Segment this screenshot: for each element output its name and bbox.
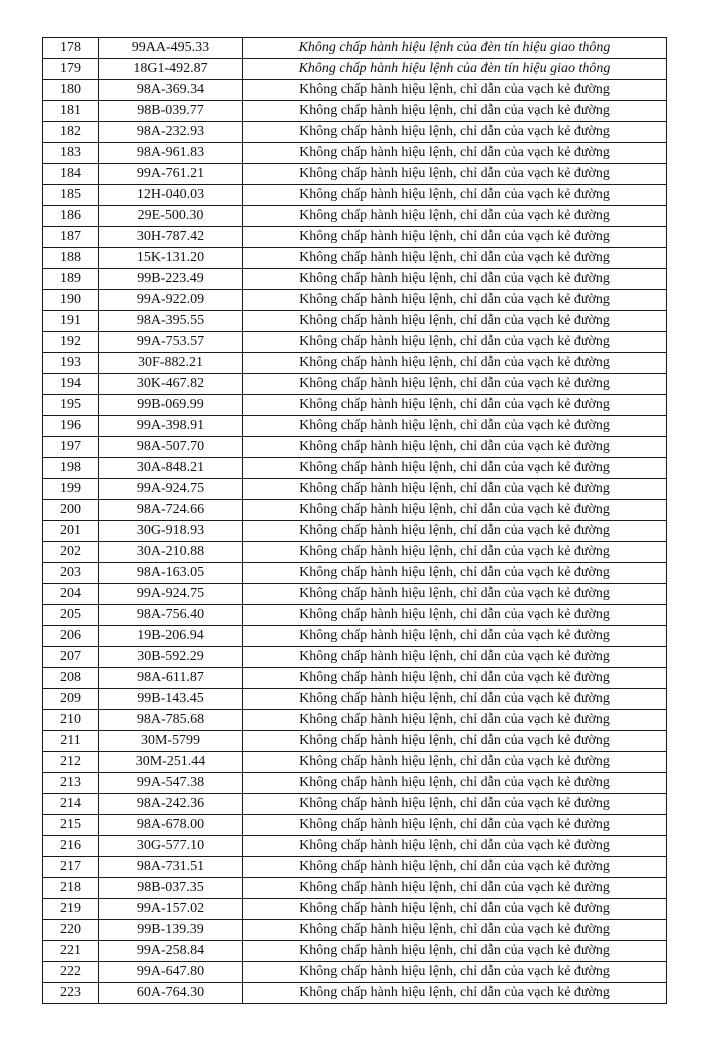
plate-number-cell: 18G1-492.87 <box>99 59 243 80</box>
violation-cell: Không chấp hành hiệu lệnh, chỉ dẫn của vạch kẻ đường <box>243 962 667 983</box>
plate-number-cell: 98A-756.40 <box>99 605 243 626</box>
violation-cell: Không chấp hành hiệu lệnh, chỉ dẫn của vạch kẻ đường <box>243 479 667 500</box>
table-row <box>43 563 667 584</box>
violation-cell: Không chấp hành hiệu lệnh, chỉ dẫn của vạch kẻ đường <box>243 164 667 185</box>
plate-number-cell: 99A-157.02 <box>99 899 243 920</box>
violation-cell: Không chấp hành hiệu lệnh, chỉ dẫn của vạch kẻ đường <box>243 878 667 899</box>
row-number-cell: 181 <box>43 101 99 122</box>
violation-cell: Không chấp hành hiệu lệnh, chỉ dẫn của vạch kẻ đường <box>243 668 667 689</box>
row-number-cell: 217 <box>43 857 99 878</box>
violation-cell: Không chấp hành hiệu lệnh, chỉ dẫn của vạch kẻ đường <box>243 416 667 437</box>
row-number-cell: 218 <box>43 878 99 899</box>
row-number-cell: 222 <box>43 962 99 983</box>
violation-cell: Không chấp hành hiệu lệnh, chỉ dẫn của vạch kẻ đường <box>243 836 667 857</box>
violation-cell: Không chấp hành hiệu lệnh, chỉ dẫn của vạch kẻ đường <box>243 269 667 290</box>
violation-cell: Không chấp hành hiệu lệnh, chỉ dẫn của vạch kẻ đường <box>243 941 667 962</box>
row-number-cell: 189 <box>43 269 99 290</box>
row-number-cell: 220 <box>43 920 99 941</box>
row-number-cell: 182 <box>43 122 99 143</box>
row-number-cell: 219 <box>43 899 99 920</box>
row-number-cell: 212 <box>43 752 99 773</box>
violation-cell: Không chấp hành hiệu lệnh, chỉ dẫn của vạch kẻ đường <box>243 689 667 710</box>
plate-number-cell: 99B-143.45 <box>99 689 243 710</box>
row-number-cell: 221 <box>43 941 99 962</box>
violation-cell: Không chấp hành hiệu lệnh, chỉ dẫn của vạch kẻ đường <box>243 626 667 647</box>
row-number-cell: 188 <box>43 248 99 269</box>
table-row <box>43 332 667 353</box>
violation-cell: Không chấp hành hiệu lệnh, chỉ dẫn của vạch kẻ đường <box>243 80 667 101</box>
plate-number-cell: 99A-647.80 <box>99 962 243 983</box>
violation-cell: Không chấp hành hiệu lệnh, chỉ dẫn của vạch kẻ đường <box>243 332 667 353</box>
row-number-cell: 202 <box>43 542 99 563</box>
table-row <box>43 794 667 815</box>
row-number-cell: 191 <box>43 311 99 332</box>
row-number-cell: 192 <box>43 332 99 353</box>
row-number-cell: 211 <box>43 731 99 752</box>
violation-cell: Không chấp hành hiệu lệnh, chỉ dẫn của vạch kẻ đường <box>243 647 667 668</box>
violations-table <box>42 37 667 1004</box>
row-number-cell: 185 <box>43 185 99 206</box>
table-row <box>43 416 667 437</box>
row-number-cell: 200 <box>43 500 99 521</box>
plate-number-cell: 30G-918.93 <box>99 521 243 542</box>
plate-number-cell: 15K-131.20 <box>99 248 243 269</box>
violation-cell: Không chấp hành hiệu lệnh, chỉ dẫn của vạch kẻ đường <box>243 311 667 332</box>
row-number-cell: 213 <box>43 773 99 794</box>
plate-number-cell: 30G-577.10 <box>99 836 243 857</box>
plate-number-cell: 99A-924.75 <box>99 479 243 500</box>
violation-cell: Không chấp hành hiệu lệnh, chỉ dẫn của vạch kẻ đường <box>243 500 667 521</box>
plate-number-cell: 98B-037.35 <box>99 878 243 899</box>
plate-number-cell: 30F-882.21 <box>99 353 243 374</box>
violation-cell: Không chấp hành hiệu lệnh, chỉ dẫn của vạch kẻ đường <box>243 458 667 479</box>
row-number-cell: 194 <box>43 374 99 395</box>
violation-cell: Không chấp hành hiệu lệnh, chỉ dẫn của vạch kẻ đường <box>243 731 667 752</box>
plate-number-cell: 99B-139.39 <box>99 920 243 941</box>
row-number-cell: 214 <box>43 794 99 815</box>
row-number-cell: 187 <box>43 227 99 248</box>
plate-number-cell: 30K-467.82 <box>99 374 243 395</box>
row-number-cell: 190 <box>43 290 99 311</box>
row-number-cell: 193 <box>43 353 99 374</box>
violation-cell: Không chấp hành hiệu lệnh, chỉ dẫn của vạch kẻ đường <box>243 605 667 626</box>
plate-number-cell: 99B-223.49 <box>99 269 243 290</box>
row-number-cell: 196 <box>43 416 99 437</box>
row-number-cell: 195 <box>43 395 99 416</box>
violation-cell: Không chấp hành hiệu lệnh, chỉ dẫn của vạch kẻ đường <box>243 395 667 416</box>
table-row <box>43 983 667 1004</box>
table-row <box>43 248 667 269</box>
violation-cell: Không chấp hành hiệu lệnh, chỉ dẫn của vạch kẻ đường <box>243 563 667 584</box>
plate-number-cell: 98A-232.93 <box>99 122 243 143</box>
row-number-cell: 184 <box>43 164 99 185</box>
plate-number-cell: 98A-611.87 <box>99 668 243 689</box>
table-row <box>43 122 667 143</box>
plate-number-cell: 98A-369.34 <box>99 80 243 101</box>
plate-number-cell: 99A-258.84 <box>99 941 243 962</box>
table-row <box>43 290 667 311</box>
table-row <box>43 521 667 542</box>
table-row <box>43 311 667 332</box>
plate-number-cell: 98A-724.66 <box>99 500 243 521</box>
plate-number-cell: 30H-787.42 <box>99 227 243 248</box>
violation-cell: Không chấp hành hiệu lệnh, chỉ dẫn của vạch kẻ đường <box>243 248 667 269</box>
table-row <box>43 269 667 290</box>
table-row <box>43 647 667 668</box>
plate-number-cell: 98A-785.68 <box>99 710 243 731</box>
plate-number-cell: 19B-206.94 <box>99 626 243 647</box>
violation-cell: Không chấp hành hiệu lệnh của đèn tín hiệu giao thông <box>243 38 667 59</box>
plate-number-cell: 30M-5799 <box>99 731 243 752</box>
violation-cell: Không chấp hành hiệu lệnh, chỉ dẫn của vạch kẻ đường <box>243 521 667 542</box>
plate-number-cell: 98A-961.83 <box>99 143 243 164</box>
row-number-cell: 209 <box>43 689 99 710</box>
violation-cell: Không chấp hành hiệu lệnh, chỉ dẫn của vạch kẻ đường <box>243 794 667 815</box>
row-number-cell: 207 <box>43 647 99 668</box>
plate-number-cell: 30A-848.21 <box>99 458 243 479</box>
row-number-cell: 223 <box>43 983 99 1004</box>
table-row <box>43 773 667 794</box>
row-number-cell: 201 <box>43 521 99 542</box>
table-row <box>43 815 667 836</box>
table-row <box>43 101 667 122</box>
violation-cell: Không chấp hành hiệu lệnh, chỉ dẫn của vạch kẻ đường <box>243 815 667 836</box>
plate-number-cell: 98A-163.05 <box>99 563 243 584</box>
table-row <box>43 437 667 458</box>
table-row <box>43 59 667 80</box>
violation-cell: Không chấp hành hiệu lệnh, chỉ dẫn của vạch kẻ đường <box>243 710 667 731</box>
plate-number-cell: 60A-764.30 <box>99 983 243 1004</box>
table-row <box>43 605 667 626</box>
violation-cell: Không chấp hành hiệu lệnh, chỉ dẫn của vạch kẻ đường <box>243 206 667 227</box>
violation-cell: Không chấp hành hiệu lệnh, chỉ dẫn của vạch kẻ đường <box>243 899 667 920</box>
table-row <box>43 689 667 710</box>
row-number-cell: 203 <box>43 563 99 584</box>
row-number-cell: 216 <box>43 836 99 857</box>
table-row <box>43 920 667 941</box>
plate-number-cell: 99B-069.99 <box>99 395 243 416</box>
table-row <box>43 710 667 731</box>
row-number-cell: 208 <box>43 668 99 689</box>
table-row <box>43 731 667 752</box>
row-number-cell: 210 <box>43 710 99 731</box>
violation-cell: Không chấp hành hiệu lệnh, chỉ dẫn của vạch kẻ đường <box>243 290 667 311</box>
table-row <box>43 353 667 374</box>
violation-cell: Không chấp hành hiệu lệnh, chỉ dẫn của vạch kẻ đường <box>243 122 667 143</box>
violation-cell: Không chấp hành hiệu lệnh, chỉ dẫn của vạch kẻ đường <box>243 101 667 122</box>
row-number-cell: 199 <box>43 479 99 500</box>
row-number-cell: 215 <box>43 815 99 836</box>
table-row <box>43 80 667 101</box>
plate-number-cell: 99A-922.09 <box>99 290 243 311</box>
violation-cell: Không chấp hành hiệu lệnh, chỉ dẫn của vạch kẻ đường <box>243 143 667 164</box>
table-row <box>43 206 667 227</box>
plate-number-cell: 30A-210.88 <box>99 542 243 563</box>
plate-number-cell: 98A-242.36 <box>99 794 243 815</box>
plate-number-cell: 29E-500.30 <box>99 206 243 227</box>
row-number-cell: 206 <box>43 626 99 647</box>
row-number-cell: 186 <box>43 206 99 227</box>
violation-cell: Không chấp hành hiệu lệnh, chỉ dẫn của vạch kẻ đường <box>243 374 667 395</box>
table-row <box>43 458 667 479</box>
table-row <box>43 836 667 857</box>
row-number-cell: 205 <box>43 605 99 626</box>
plate-number-cell: 98B-039.77 <box>99 101 243 122</box>
violation-cell: Không chấp hành hiệu lệnh, chỉ dẫn của vạch kẻ đường <box>243 584 667 605</box>
violation-cell: Không chấp hành hiệu lệnh, chỉ dẫn của vạch kẻ đường <box>243 542 667 563</box>
plate-number-cell: 99A-761.21 <box>99 164 243 185</box>
plate-number-cell: 99A-753.57 <box>99 332 243 353</box>
violation-cell: Không chấp hành hiệu lệnh, chỉ dẫn của vạch kẻ đường <box>243 437 667 458</box>
violation-cell: Không chấp hành hiệu lệnh, chỉ dẫn của vạch kẻ đường <box>243 185 667 206</box>
plate-number-cell: 30B-592.29 <box>99 647 243 668</box>
table-row <box>43 668 667 689</box>
table-row <box>43 500 667 521</box>
plate-number-cell: 99A-924.75 <box>99 584 243 605</box>
table-row <box>43 374 667 395</box>
row-number-cell: 180 <box>43 80 99 101</box>
violation-cell: Không chấp hành hiệu lệnh, chỉ dẫn của vạch kẻ đường <box>243 773 667 794</box>
plate-number-cell: 98A-507.70 <box>99 437 243 458</box>
violation-cell: Không chấp hành hiệu lệnh, chỉ dẫn của vạch kẻ đường <box>243 353 667 374</box>
table-row <box>43 542 667 563</box>
violation-cell: Không chấp hành hiệu lệnh, chỉ dẫn của vạch kẻ đường <box>243 857 667 878</box>
plate-number-cell: 98A-731.51 <box>99 857 243 878</box>
table-row <box>43 395 667 416</box>
table-body <box>43 38 667 1004</box>
row-number-cell: 198 <box>43 458 99 479</box>
table-row <box>43 878 667 899</box>
plate-number-cell: 99AA-495.33 <box>99 38 243 59</box>
plate-number-cell: 99A-547.38 <box>99 773 243 794</box>
plate-number-cell: 98A-678.00 <box>99 815 243 836</box>
plate-number-cell: 12H-040.03 <box>99 185 243 206</box>
violation-cell: Không chấp hành hiệu lệnh, chỉ dẫn của vạch kẻ đường <box>243 983 667 1004</box>
row-number-cell: 197 <box>43 437 99 458</box>
table-row <box>43 899 667 920</box>
plate-number-cell: 99A-398.91 <box>99 416 243 437</box>
table-row <box>43 38 667 59</box>
table-row <box>43 752 667 773</box>
table-row <box>43 479 667 500</box>
table-row <box>43 626 667 647</box>
table-row <box>43 227 667 248</box>
table-row <box>43 185 667 206</box>
table-row <box>43 962 667 983</box>
violation-cell: Không chấp hành hiệu lệnh, chỉ dẫn của vạch kẻ đường <box>243 920 667 941</box>
violation-cell: Không chấp hành hiệu lệnh, chỉ dẫn của vạch kẻ đường <box>243 227 667 248</box>
table-row <box>43 164 667 185</box>
row-number-cell: 204 <box>43 584 99 605</box>
plate-number-cell: 30M-251.44 <box>99 752 243 773</box>
table-row <box>43 857 667 878</box>
table-row <box>43 941 667 962</box>
table-row <box>43 584 667 605</box>
plate-number-cell: 98A-395.55 <box>99 311 243 332</box>
row-number-cell: 178 <box>43 38 99 59</box>
row-number-cell: 183 <box>43 143 99 164</box>
row-number-cell: 179 <box>43 59 99 80</box>
violation-cell: Không chấp hành hiệu lệnh, chỉ dẫn của vạch kẻ đường <box>243 752 667 773</box>
violation-cell: Không chấp hành hiệu lệnh của đèn tín hiệu giao thông <box>243 59 667 80</box>
table-row <box>43 143 667 164</box>
